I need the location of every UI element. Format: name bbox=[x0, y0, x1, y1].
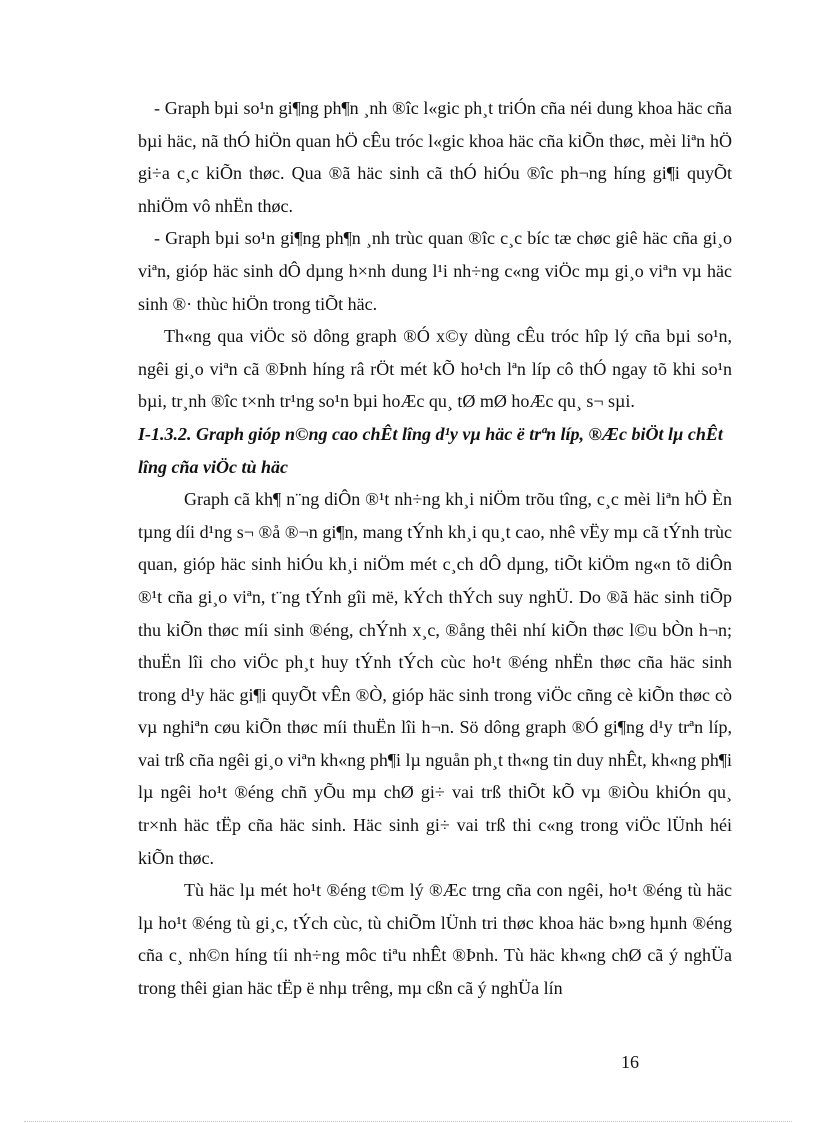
paragraph-graph-logic: - Graph bµi so¹n gi¶ng ph¶n ¸nh ®îc l«gic ph¸t triÓn cña néi dung khoa häc cña bµi häc, nã thÓ hiÖn quan hÖ cÊu tróc l«gic khoa häc cña kiÕn thøc, mèi liªn hÖ gi÷a c¸c kiÕn thøc. Qua ®ã häc sinh cã thÓ hiÓu ®îc ph¬ng híng gi¶i quyÕt nhiÖm vô nhËn thøc. bbox=[138, 98, 732, 216]
paragraph-graph-visual: - Graph bµi so¹n gi¶ng ph¶n ¸nh trùc quan ®îc c¸c bíc tæ chøc giê häc cña gi¸o viªn, gióp häc sinh dÔ dµng h×nh dung l¹i nh÷ng c«ng viÖc mµ gi¸o viªn vµ häc sinh ®· thùc hiÖn trong tiÕt häc. bbox=[138, 228, 732, 314]
section-heading: I-1.3.2. Graph gióp n©ng cao chÊt lîng d¹y vµ häc ë trªn líp, ®Æc biÖt lµ chÊt lîng cña viÖc tù häc bbox=[138, 423, 723, 477]
paragraph-graph-structure: Th«ng qua viÖc sö dông graph ®Ó x©y dùng cÊu tróc hîp lý cña bµi so¹n, ngêi gi¸o viªn cã ®Þnh híng râ rÖt mét kÕ ho¹ch lªn líp cô thÓ ngay tõ khi so¹n bµi, tr¸nh ®îc t×nh tr¹ng so¹n bµi hoÆc qu¸ tØ mØ hoÆc qu¸ s¬ sµi. bbox=[138, 326, 732, 412]
page-bottom-divider bbox=[24, 1121, 792, 1122]
document-body bbox=[138, 92, 732, 1005]
paragraph-graph-abilities: Graph cã kh¶ n¨ng diÔn ®¹t nh÷ng kh¸i niÖm trõu tîng, c¸c mèi liªn hÖ Èn tµng díi d¹ng s¬ ®å ®¬n gi¶n, mang tÝnh kh¸i qu¸t cao, nhê vËy mµ cã tÝnh trùc quan, gióp häc sinh hiÓu kh¸i niÖm mét c¸ch dÔ dµng, tiÕt kiÖm ng«n tõ diÔn ®¹t cña gi¸o viªn, t¨ng tÝnh gîi më, kÝch thÝch suy nghÜ. Do ®ã häc sinh tiÕp thu kiÕn thøc míi sinh ®éng, chÝnh x¸c, ®ång thêi nhí kiÕn thøc l©u bÒn h¬n; thuËn lîi cho viÖc ph¸t huy tÝnh tÝch cùc ho¹t ®éng nhËn thøc cña häc sinh trong d¹y häc gi¶i quyÕt vÊn ®Ò, gióp häc sinh trong viÖc cñng cè kiÕn thøc cò vµ nghiªn cøu kiÕn thøc míi thuËn lîi h¬n. Sö dông graph ®Ó gi¶ng d¹y trªn líp, vai trß cña ngêi gi¸o viªn kh«ng ph¶i lµ nguån ph¸t th«ng tin duy nhÊt, kh«ng ph¶i lµ ngêi ho¹t ®éng chñ yÕu mµ chØ gi÷ vai trß thiÕt kÕ vµ ®iÒu khiÓn qu¸ tr×nh häc tËp cña häc sinh. Häc sinh gi÷ vai trß thi c«ng trong viÖc lÜnh héi kiÕn thøc. bbox=[138, 489, 732, 868]
page-number: 16 bbox=[621, 1052, 639, 1072]
paragraph-self-study: Tù häc lµ mét ho¹t ®éng t©m lý ®Æc trng cña con ngêi, ho¹t ®éng tù häc lµ ho¹t ®éng tù gi¸c, tÝch cùc, tù chiÕm lÜnh tri thøc khoa häc b»ng hµnh ®éng cña c¸ nh©n híng tíi nh÷ng môc tiªu nhÊt ®Þnh. Tù häc kh«ng chØ cã ý nghÜa trong thêi gian häc tËp ë nhµ trêng, mµ cßn cã ý nghÜa lín bbox=[138, 880, 732, 999]
